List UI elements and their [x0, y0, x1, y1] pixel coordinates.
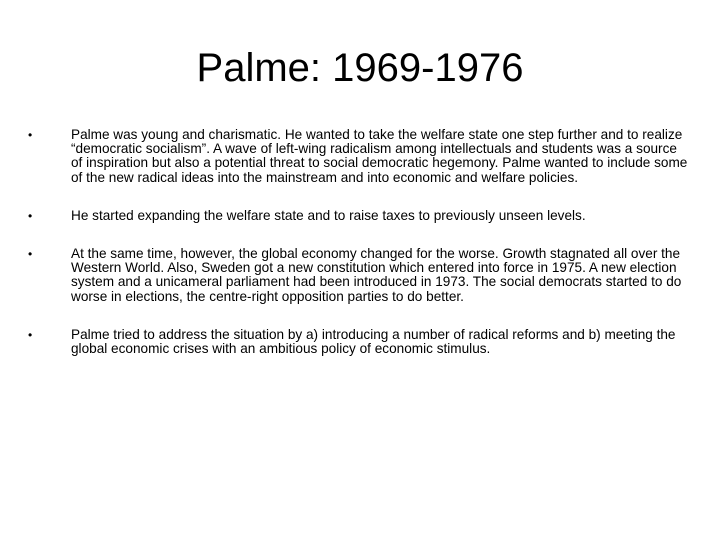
- bullet-text: He started expanding the welfare state and to raise taxes to previously unseen levels.: [71, 207, 586, 223]
- bullet-item: [28, 128, 688, 185]
- bullet-item: [28, 247, 688, 304]
- slide-title: Palme: 1969-1976: [196, 46, 524, 90]
- bullet-marker: •: [28, 208, 33, 223]
- bullet-text: At the same time, however, the global economy changed for the worse. Growth stagnated all over the Western World. Also, Sweden got a new constitution which entered into force in 1975. A new election system and a unicameral parliament had been introduced in 1973. The social democrats started to do worse in elections, the centre-right opposition parties to do better.: [71, 246, 682, 304]
- bullet-item: [28, 328, 688, 356]
- bullet-marker: •: [28, 327, 33, 342]
- bullet-list: [28, 128, 688, 356]
- bullet-text: Palme was young and charismatic. He wanted to take the welfare state one step further and to realize “democratic socialism”. A wave of left-wing radicalism among intellectuals and students was a source of inspiration but also a potential threat to social democratic hegemony. Palme wanted to include some of the new radical ideas into the mainstream and into economic and welfare policies.: [71, 127, 688, 185]
- bullet-marker: •: [28, 247, 33, 262]
- bullet-text: Palme tried to address the situation by a) introducing a number of radical reforms and b) meeting the global economic crises with an ambitious policy of economic stimulus.: [71, 326, 676, 357]
- bullet-item: [28, 209, 688, 223]
- bullet-marker: •: [28, 128, 33, 142]
